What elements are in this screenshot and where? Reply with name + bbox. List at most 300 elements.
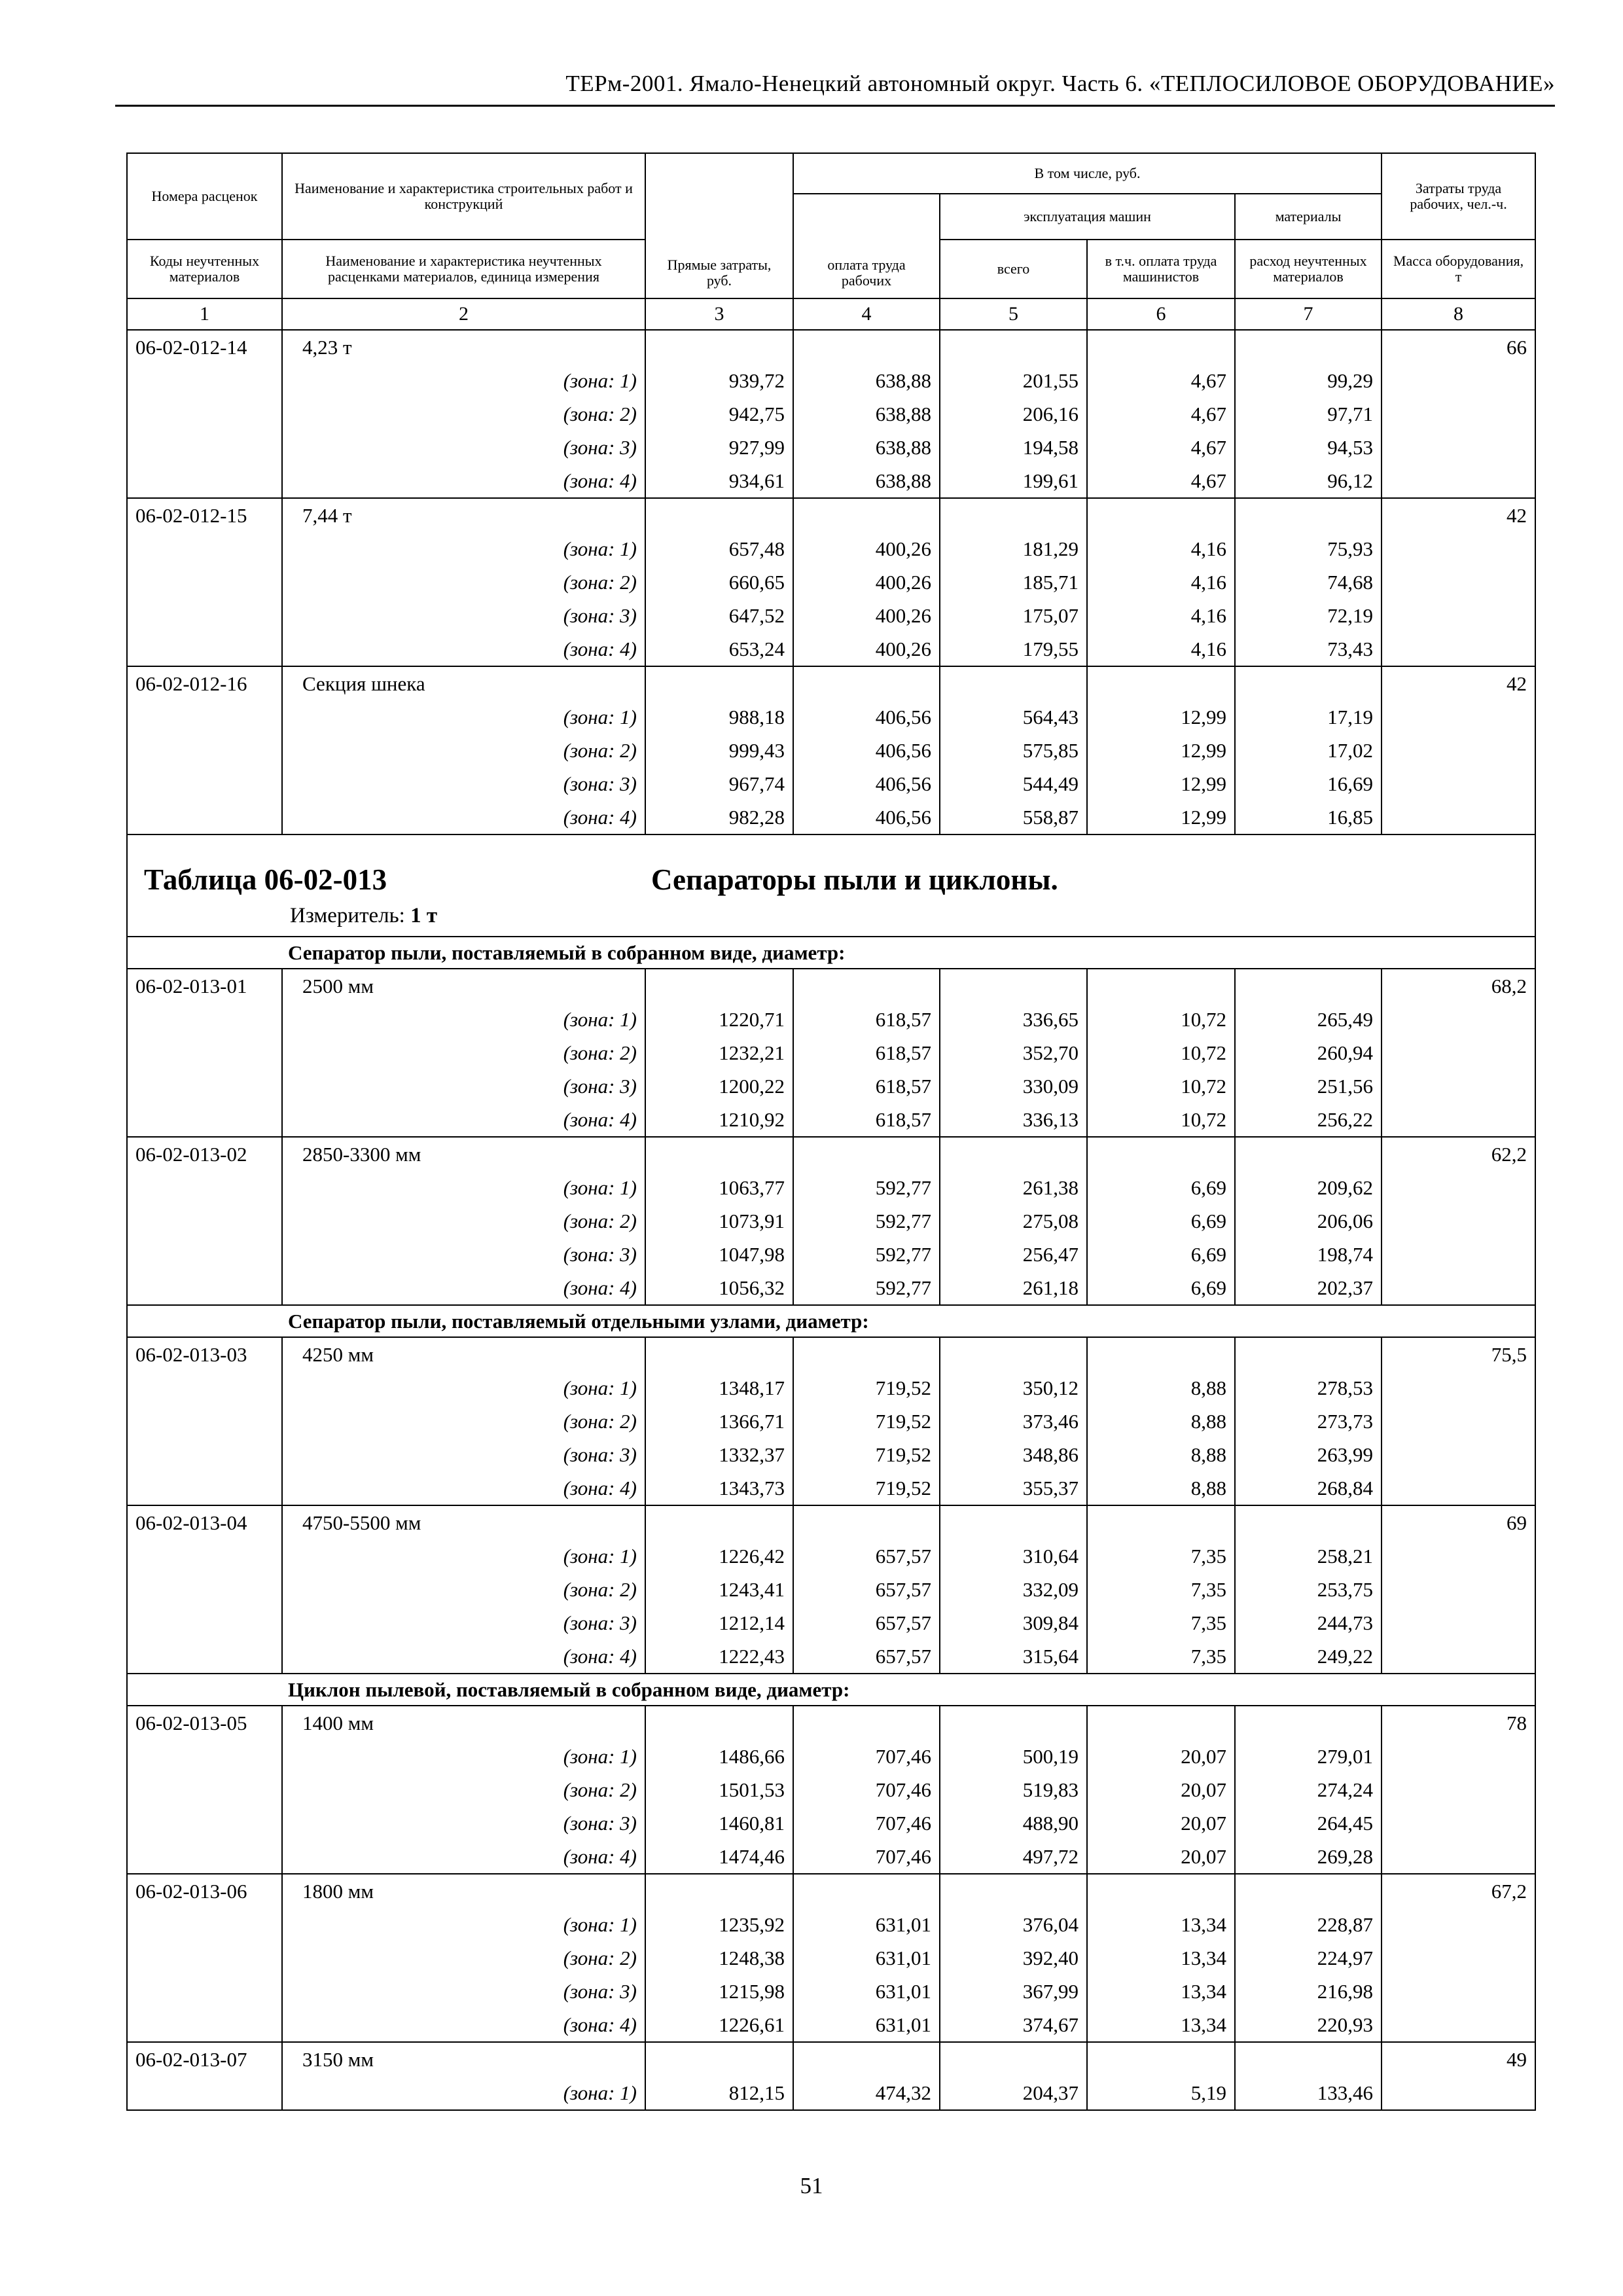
empty-cell bbox=[1382, 1908, 1535, 1941]
empty-cell bbox=[793, 2042, 940, 2076]
empty-cell bbox=[645, 1137, 793, 1171]
materials-usage: 263,99 bbox=[1235, 1438, 1382, 1471]
direct-costs: 1243,41 bbox=[645, 1573, 793, 1606]
zone-row bbox=[127, 1171, 1535, 1204]
direct-costs: 1215,98 bbox=[645, 1975, 793, 2008]
rate-title-row bbox=[127, 2042, 1535, 2076]
machines-total: 350,12 bbox=[940, 1371, 1087, 1405]
empty-cell bbox=[940, 330, 1087, 364]
zone-label: (зона: 1) bbox=[282, 532, 645, 565]
table-title-row bbox=[127, 834, 1535, 937]
zone-label: (зона: 4) bbox=[282, 800, 645, 834]
rate-title-row bbox=[127, 1337, 1535, 1371]
zone-label: (зона: 4) bbox=[282, 1271, 645, 1305]
materials-usage: 72,19 bbox=[1235, 599, 1382, 632]
materials-usage: 269,28 bbox=[1235, 1840, 1382, 1874]
direct-costs: 1063,77 bbox=[645, 1171, 793, 1204]
direct-costs: 657,48 bbox=[645, 532, 793, 565]
zone-row bbox=[127, 1840, 1535, 1874]
rate-code: 06-02-013-02 bbox=[127, 1137, 282, 1171]
rate-code: 06-02-013-07 bbox=[127, 2042, 282, 2076]
empty-cell bbox=[940, 498, 1087, 532]
wages: 618,57 bbox=[793, 1036, 940, 1069]
equipment-mass: 62,2 bbox=[1382, 1137, 1535, 1171]
empty-cell bbox=[127, 1204, 282, 1238]
materials-usage: 249,22 bbox=[1235, 1640, 1382, 1674]
empty-cell bbox=[1235, 969, 1382, 1003]
zone-row bbox=[127, 1773, 1535, 1806]
zone-row bbox=[127, 532, 1535, 565]
operator-wages: 4,67 bbox=[1087, 464, 1235, 498]
rate-name: 2500 мм bbox=[282, 969, 645, 1003]
empty-cell bbox=[127, 1171, 282, 1204]
empty-cell bbox=[1087, 969, 1235, 1003]
direct-costs: 1235,92 bbox=[645, 1908, 793, 1941]
machines-total: 261,18 bbox=[940, 1271, 1087, 1305]
empty-cell bbox=[1235, 498, 1382, 532]
machines-total: 575,85 bbox=[940, 734, 1087, 767]
empty-cell bbox=[1382, 1171, 1535, 1204]
empty-cell bbox=[127, 2008, 282, 2042]
wages: 618,57 bbox=[793, 1003, 940, 1036]
rate-code: 06-02-012-15 bbox=[127, 498, 282, 532]
measure-unit bbox=[290, 904, 437, 928]
wages: 657,57 bbox=[793, 1606, 940, 1640]
empty-cell bbox=[793, 1505, 940, 1539]
machines-total: 497,72 bbox=[940, 1840, 1087, 1874]
direct-costs: 660,65 bbox=[645, 565, 793, 599]
direct-costs: 1232,21 bbox=[645, 1036, 793, 1069]
col-number: 8 bbox=[1382, 298, 1535, 330]
rate-group bbox=[127, 666, 1535, 834]
table-name: Сепараторы пыли и циклоны. bbox=[651, 863, 1058, 896]
equipment-mass: 42 bbox=[1382, 498, 1535, 532]
table-title-block bbox=[127, 834, 1535, 937]
empty-cell bbox=[127, 565, 282, 599]
zone-row bbox=[127, 700, 1535, 734]
zone-row bbox=[127, 1103, 1535, 1137]
empty-cell bbox=[1382, 532, 1535, 565]
empty-cell bbox=[1382, 565, 1535, 599]
operator-wages: 8,88 bbox=[1087, 1471, 1235, 1505]
direct-costs: 934,61 bbox=[645, 464, 793, 498]
rate-code: 06-02-013-04 bbox=[127, 1505, 282, 1539]
equipment-mass: 49 bbox=[1382, 2042, 1535, 2076]
direct-costs: 1200,22 bbox=[645, 1069, 793, 1103]
materials-usage: 224,97 bbox=[1235, 1941, 1382, 1975]
zone-label: (зона: 4) bbox=[282, 1640, 645, 1674]
rates-table bbox=[126, 152, 1536, 2111]
zone-row bbox=[127, 734, 1535, 767]
col-header-wages: оплата труда рабочих bbox=[793, 194, 940, 298]
zone-label: (зона: 2) bbox=[282, 565, 645, 599]
rate-group bbox=[127, 1337, 1535, 1505]
col-header-machines: эксплуатация машин bbox=[940, 194, 1235, 240]
materials-usage: 74,68 bbox=[1235, 565, 1382, 599]
empty-cell bbox=[127, 1941, 282, 1975]
materials-usage: 228,87 bbox=[1235, 1908, 1382, 1941]
empty-cell bbox=[645, 666, 793, 700]
empty-cell bbox=[127, 1640, 282, 1674]
col-header-rate-number: Номера расценок bbox=[127, 153, 282, 240]
equipment-mass: 75,5 bbox=[1382, 1337, 1535, 1371]
col-number: 6 bbox=[1087, 298, 1235, 330]
wages: 406,56 bbox=[793, 800, 940, 834]
empty-cell bbox=[1235, 1337, 1382, 1371]
rate-title-row bbox=[127, 666, 1535, 700]
machines-total: 336,65 bbox=[940, 1003, 1087, 1036]
zone-label: (зона: 2) bbox=[282, 1204, 645, 1238]
empty-cell bbox=[127, 1573, 282, 1606]
operator-wages: 20,07 bbox=[1087, 1773, 1235, 1806]
empty-cell bbox=[793, 1337, 940, 1371]
rate-group bbox=[127, 498, 1535, 666]
empty-cell bbox=[127, 464, 282, 498]
rate-name: 1400 мм bbox=[282, 1706, 645, 1740]
empty-cell bbox=[127, 1103, 282, 1137]
operator-wages: 7,35 bbox=[1087, 1573, 1235, 1606]
direct-costs: 1501,53 bbox=[645, 1773, 793, 1806]
empty-cell bbox=[645, 2042, 793, 2076]
rate-group bbox=[127, 1874, 1535, 2042]
wages: 400,26 bbox=[793, 599, 940, 632]
machines-total: 355,37 bbox=[940, 1471, 1087, 1505]
zone-row bbox=[127, 1606, 1535, 1640]
zone-row bbox=[127, 1975, 1535, 2008]
empty-cell bbox=[1235, 1874, 1382, 1908]
empty-cell bbox=[127, 1036, 282, 1069]
materials-usage: 265,49 bbox=[1235, 1003, 1382, 1036]
wages: 592,77 bbox=[793, 1238, 940, 1271]
zone-label: (зона: 3) bbox=[282, 431, 645, 464]
empty-cell bbox=[1382, 767, 1535, 800]
empty-cell bbox=[1382, 1271, 1535, 1305]
empty-cell bbox=[127, 431, 282, 464]
rate-name: 3150 мм bbox=[282, 2042, 645, 2076]
materials-usage: 244,73 bbox=[1235, 1606, 1382, 1640]
direct-costs: 1226,61 bbox=[645, 2008, 793, 2042]
wages: 638,88 bbox=[793, 397, 940, 431]
empty-cell bbox=[127, 1840, 282, 1874]
wages: 719,52 bbox=[793, 1438, 940, 1471]
col-header-material-names: Наименование и характеристика неучтенных расценками материалов, единица измерения bbox=[282, 240, 645, 298]
materials-usage: 220,93 bbox=[1235, 2008, 1382, 2042]
zone-label: (зона: 1) bbox=[282, 1539, 645, 1573]
empty-cell bbox=[940, 666, 1087, 700]
section-title: Сепаратор пыли, поставляемый отдельными узлами, диаметр: bbox=[127, 1305, 1535, 1337]
zone-label: (зона: 3) bbox=[282, 599, 645, 632]
col-number: 1 bbox=[127, 298, 282, 330]
zone-row bbox=[127, 1238, 1535, 1271]
zone-label: (зона: 3) bbox=[282, 1238, 645, 1271]
rate-name: 2850-3300 мм bbox=[282, 1137, 645, 1171]
operator-wages: 6,69 bbox=[1087, 1171, 1235, 1204]
rate-title-row bbox=[127, 1706, 1535, 1740]
empty-cell bbox=[940, 1874, 1087, 1908]
wages: 707,46 bbox=[793, 1740, 940, 1773]
direct-costs: 982,28 bbox=[645, 800, 793, 834]
empty-cell bbox=[127, 1740, 282, 1773]
zone-row bbox=[127, 1003, 1535, 1036]
empty-cell bbox=[1087, 2042, 1235, 2076]
wages: 406,56 bbox=[793, 734, 940, 767]
empty-cell bbox=[1087, 1505, 1235, 1539]
empty-cell bbox=[127, 632, 282, 666]
materials-usage: 279,01 bbox=[1235, 1740, 1382, 1773]
operator-wages: 12,99 bbox=[1087, 734, 1235, 767]
materials-usage: 94,53 bbox=[1235, 431, 1382, 464]
direct-costs: 1343,73 bbox=[645, 1471, 793, 1505]
materials-usage: 206,06 bbox=[1235, 1204, 1382, 1238]
empty-cell bbox=[1087, 1706, 1235, 1740]
empty-cell bbox=[1382, 1840, 1535, 1874]
operator-wages: 10,72 bbox=[1087, 1003, 1235, 1036]
empty-cell bbox=[1382, 1606, 1535, 1640]
machines-total: 275,08 bbox=[940, 1204, 1087, 1238]
wages: 657,57 bbox=[793, 1539, 940, 1573]
rate-code: 06-02-012-14 bbox=[127, 330, 282, 364]
running-header: ТЕРм-2001. Ямало-Ненецкий автономный округ. Часть 6. «ТЕПЛОСИЛОВОЕ ОБОРУДОВАНИЕ» bbox=[565, 71, 1555, 96]
operator-wages: 20,07 bbox=[1087, 1840, 1235, 1874]
machines-total: 330,09 bbox=[940, 1069, 1087, 1103]
direct-costs: 1460,81 bbox=[645, 1806, 793, 1840]
machines-total: 179,55 bbox=[940, 632, 1087, 666]
empty-cell bbox=[940, 969, 1087, 1003]
zone-row bbox=[127, 1806, 1535, 1840]
operator-wages: 20,07 bbox=[1087, 1740, 1235, 1773]
equipment-mass: 67,2 bbox=[1382, 1874, 1535, 1908]
operator-wages: 6,69 bbox=[1087, 1204, 1235, 1238]
wages: 638,88 bbox=[793, 431, 940, 464]
direct-costs: 1073,91 bbox=[645, 1204, 793, 1238]
empty-cell bbox=[1382, 364, 1535, 397]
zone-row bbox=[127, 1539, 1535, 1573]
materials-usage: 133,46 bbox=[1235, 2076, 1382, 2110]
empty-cell bbox=[127, 734, 282, 767]
section-title: Сепаратор пыли, поставляемый в собранном виде, диаметр: bbox=[127, 937, 1535, 969]
empty-cell bbox=[793, 330, 940, 364]
machines-total: 558,87 bbox=[940, 800, 1087, 834]
empty-cell bbox=[1382, 734, 1535, 767]
rate-group bbox=[127, 1706, 1535, 1874]
machines-total: 315,64 bbox=[940, 1640, 1087, 1674]
wages: 406,56 bbox=[793, 767, 940, 800]
operator-wages: 12,99 bbox=[1087, 800, 1235, 834]
direct-costs: 1348,17 bbox=[645, 1371, 793, 1405]
equipment-mass: 69 bbox=[1382, 1505, 1535, 1539]
zone-label: (зона: 1) bbox=[282, 1908, 645, 1941]
rate-code: 06-02-013-05 bbox=[127, 1706, 282, 1740]
col-number: 4 bbox=[793, 298, 940, 330]
empty-cell bbox=[1382, 1640, 1535, 1674]
equipment-mass: 68,2 bbox=[1382, 969, 1535, 1003]
zone-label: (зона: 2) bbox=[282, 1573, 645, 1606]
empty-cell bbox=[1087, 1337, 1235, 1371]
operator-wages: 8,88 bbox=[1087, 1438, 1235, 1471]
zone-label: (зона: 1) bbox=[282, 700, 645, 734]
zone-row bbox=[127, 2008, 1535, 2042]
rate-name: 7,44 т bbox=[282, 498, 645, 532]
section-title: Циклон пылевой, поставляемый в собранном виде, диаметр: bbox=[127, 1674, 1535, 1706]
wages: 618,57 bbox=[793, 1103, 940, 1137]
empty-cell bbox=[940, 2042, 1087, 2076]
operator-wages: 10,72 bbox=[1087, 1069, 1235, 1103]
zone-label: (зона: 2) bbox=[282, 734, 645, 767]
direct-costs: 1056,32 bbox=[645, 1271, 793, 1305]
col-header-machines-total: всего bbox=[940, 240, 1087, 298]
wages: 707,46 bbox=[793, 1806, 940, 1840]
operator-wages: 7,35 bbox=[1087, 1606, 1235, 1640]
materials-usage: 216,98 bbox=[1235, 1975, 1382, 2008]
empty-cell bbox=[940, 1505, 1087, 1539]
wages: 657,57 bbox=[793, 1573, 940, 1606]
empty-cell bbox=[645, 1505, 793, 1539]
zone-label: (зона: 2) bbox=[282, 1773, 645, 1806]
rate-code: 06-02-012-16 bbox=[127, 666, 282, 700]
operator-wages: 6,69 bbox=[1087, 1271, 1235, 1305]
operator-wages: 10,72 bbox=[1087, 1103, 1235, 1137]
direct-costs: 1248,38 bbox=[645, 1941, 793, 1975]
rate-name: 4750-5500 мм bbox=[282, 1505, 645, 1539]
zone-row bbox=[127, 1941, 1535, 1975]
section-block bbox=[127, 1674, 1535, 1706]
col-header-material-codes: Коды неучтенных материалов bbox=[127, 240, 282, 298]
col-header-material-usage: расход неучтенных материалов bbox=[1235, 240, 1382, 298]
zone-row bbox=[127, 1908, 1535, 1941]
empty-cell bbox=[1382, 1941, 1535, 1975]
zone-row bbox=[127, 1640, 1535, 1674]
wages: 618,57 bbox=[793, 1069, 940, 1103]
machines-total: 392,40 bbox=[940, 1941, 1087, 1975]
direct-costs: 927,99 bbox=[645, 431, 793, 464]
zone-row bbox=[127, 565, 1535, 599]
operator-wages: 6,69 bbox=[1087, 1238, 1235, 1271]
direct-costs: 1212,14 bbox=[645, 1606, 793, 1640]
rate-group bbox=[127, 1137, 1535, 1305]
direct-costs: 1220,71 bbox=[645, 1003, 793, 1036]
operator-wages: 7,35 bbox=[1087, 1539, 1235, 1573]
direct-costs: 1366,71 bbox=[645, 1405, 793, 1438]
wages: 592,77 bbox=[793, 1204, 940, 1238]
empty-cell bbox=[1382, 1405, 1535, 1438]
machines-total: 310,64 bbox=[940, 1539, 1087, 1573]
empty-cell bbox=[793, 666, 940, 700]
empty-cell bbox=[1382, 2008, 1535, 2042]
operator-wages: 8,88 bbox=[1087, 1371, 1235, 1405]
empty-cell bbox=[127, 1908, 282, 1941]
col-number: 3 bbox=[645, 298, 793, 330]
equipment-mass: 78 bbox=[1382, 1706, 1535, 1740]
zone-label: (зона: 3) bbox=[282, 767, 645, 800]
direct-costs: 967,74 bbox=[645, 767, 793, 800]
empty-cell bbox=[1087, 1137, 1235, 1171]
equipment-mass: 66 bbox=[1382, 330, 1535, 364]
machines-total: 261,38 bbox=[940, 1171, 1087, 1204]
materials-usage: 99,29 bbox=[1235, 364, 1382, 397]
wages: 638,88 bbox=[793, 464, 940, 498]
machines-total: 194,58 bbox=[940, 431, 1087, 464]
operator-wages: 4,16 bbox=[1087, 599, 1235, 632]
section-block bbox=[127, 1305, 1535, 1337]
rate-code: 06-02-013-03 bbox=[127, 1337, 282, 1371]
materials-usage: 97,71 bbox=[1235, 397, 1382, 431]
empty-cell bbox=[1382, 1975, 1535, 2008]
machines-total: 367,99 bbox=[940, 1975, 1087, 2008]
empty-cell bbox=[1235, 1137, 1382, 1171]
zone-label: (зона: 4) bbox=[282, 1103, 645, 1137]
machines-total: 309,84 bbox=[940, 1606, 1087, 1640]
empty-cell bbox=[1382, 397, 1535, 431]
empty-cell bbox=[1235, 330, 1382, 364]
table-number: Таблица 06-02-013 bbox=[144, 863, 387, 896]
direct-costs: 1226,42 bbox=[645, 1539, 793, 1573]
zone-row bbox=[127, 1405, 1535, 1438]
empty-cell bbox=[127, 800, 282, 834]
empty-cell bbox=[1382, 1573, 1535, 1606]
materials-usage: 73,43 bbox=[1235, 632, 1382, 666]
empty-cell bbox=[127, 1806, 282, 1840]
table-title-wrap bbox=[128, 835, 1535, 936]
empty-cell bbox=[127, 1405, 282, 1438]
empty-cell bbox=[645, 330, 793, 364]
direct-costs: 653,24 bbox=[645, 632, 793, 666]
direct-costs: 939,72 bbox=[645, 364, 793, 397]
empty-cell bbox=[645, 1337, 793, 1371]
direct-costs: 988,18 bbox=[645, 700, 793, 734]
empty-cell bbox=[127, 1438, 282, 1471]
col-number: 5 bbox=[940, 298, 1087, 330]
wages: 474,32 bbox=[793, 2076, 940, 2110]
direct-costs: 1047,98 bbox=[645, 1238, 793, 1271]
machines-total: 175,07 bbox=[940, 599, 1087, 632]
machines-total: 352,70 bbox=[940, 1036, 1087, 1069]
empty-cell bbox=[1382, 464, 1535, 498]
materials-usage: 264,45 bbox=[1235, 1806, 1382, 1840]
zone-label: (зона: 2) bbox=[282, 1405, 645, 1438]
empty-cell bbox=[1087, 330, 1235, 364]
operator-wages: 13,34 bbox=[1087, 1908, 1235, 1941]
machines-total: 206,16 bbox=[940, 397, 1087, 431]
materials-usage: 75,93 bbox=[1235, 532, 1382, 565]
col-header-labor-costs: Затраты труда рабочих, чел.-ч. bbox=[1382, 153, 1535, 240]
zone-row bbox=[127, 1740, 1535, 1773]
empty-cell bbox=[127, 2076, 282, 2110]
materials-usage: 273,73 bbox=[1235, 1405, 1382, 1438]
empty-cell bbox=[1382, 1806, 1535, 1840]
zone-row bbox=[127, 464, 1535, 498]
materials-usage: 258,21 bbox=[1235, 1539, 1382, 1573]
materials-usage: 16,69 bbox=[1235, 767, 1382, 800]
zone-row bbox=[127, 2076, 1535, 2110]
empty-cell bbox=[645, 1874, 793, 1908]
wages: 638,88 bbox=[793, 364, 940, 397]
machines-total: 185,71 bbox=[940, 565, 1087, 599]
machines-total: 332,09 bbox=[940, 1573, 1087, 1606]
rate-title-row bbox=[127, 1505, 1535, 1539]
empty-cell bbox=[1382, 1740, 1535, 1773]
zone-label: (зона: 2) bbox=[282, 397, 645, 431]
machines-total: 500,19 bbox=[940, 1740, 1087, 1773]
zone-label: (зона: 4) bbox=[282, 464, 645, 498]
rate-group bbox=[127, 969, 1535, 1137]
materials-usage: 251,56 bbox=[1235, 1069, 1382, 1103]
wages: 400,26 bbox=[793, 532, 940, 565]
machines-total: 199,61 bbox=[940, 464, 1087, 498]
materials-usage: 274,24 bbox=[1235, 1773, 1382, 1806]
materials-usage: 260,94 bbox=[1235, 1036, 1382, 1069]
zone-label: (зона: 4) bbox=[282, 2008, 645, 2042]
empty-cell bbox=[645, 498, 793, 532]
